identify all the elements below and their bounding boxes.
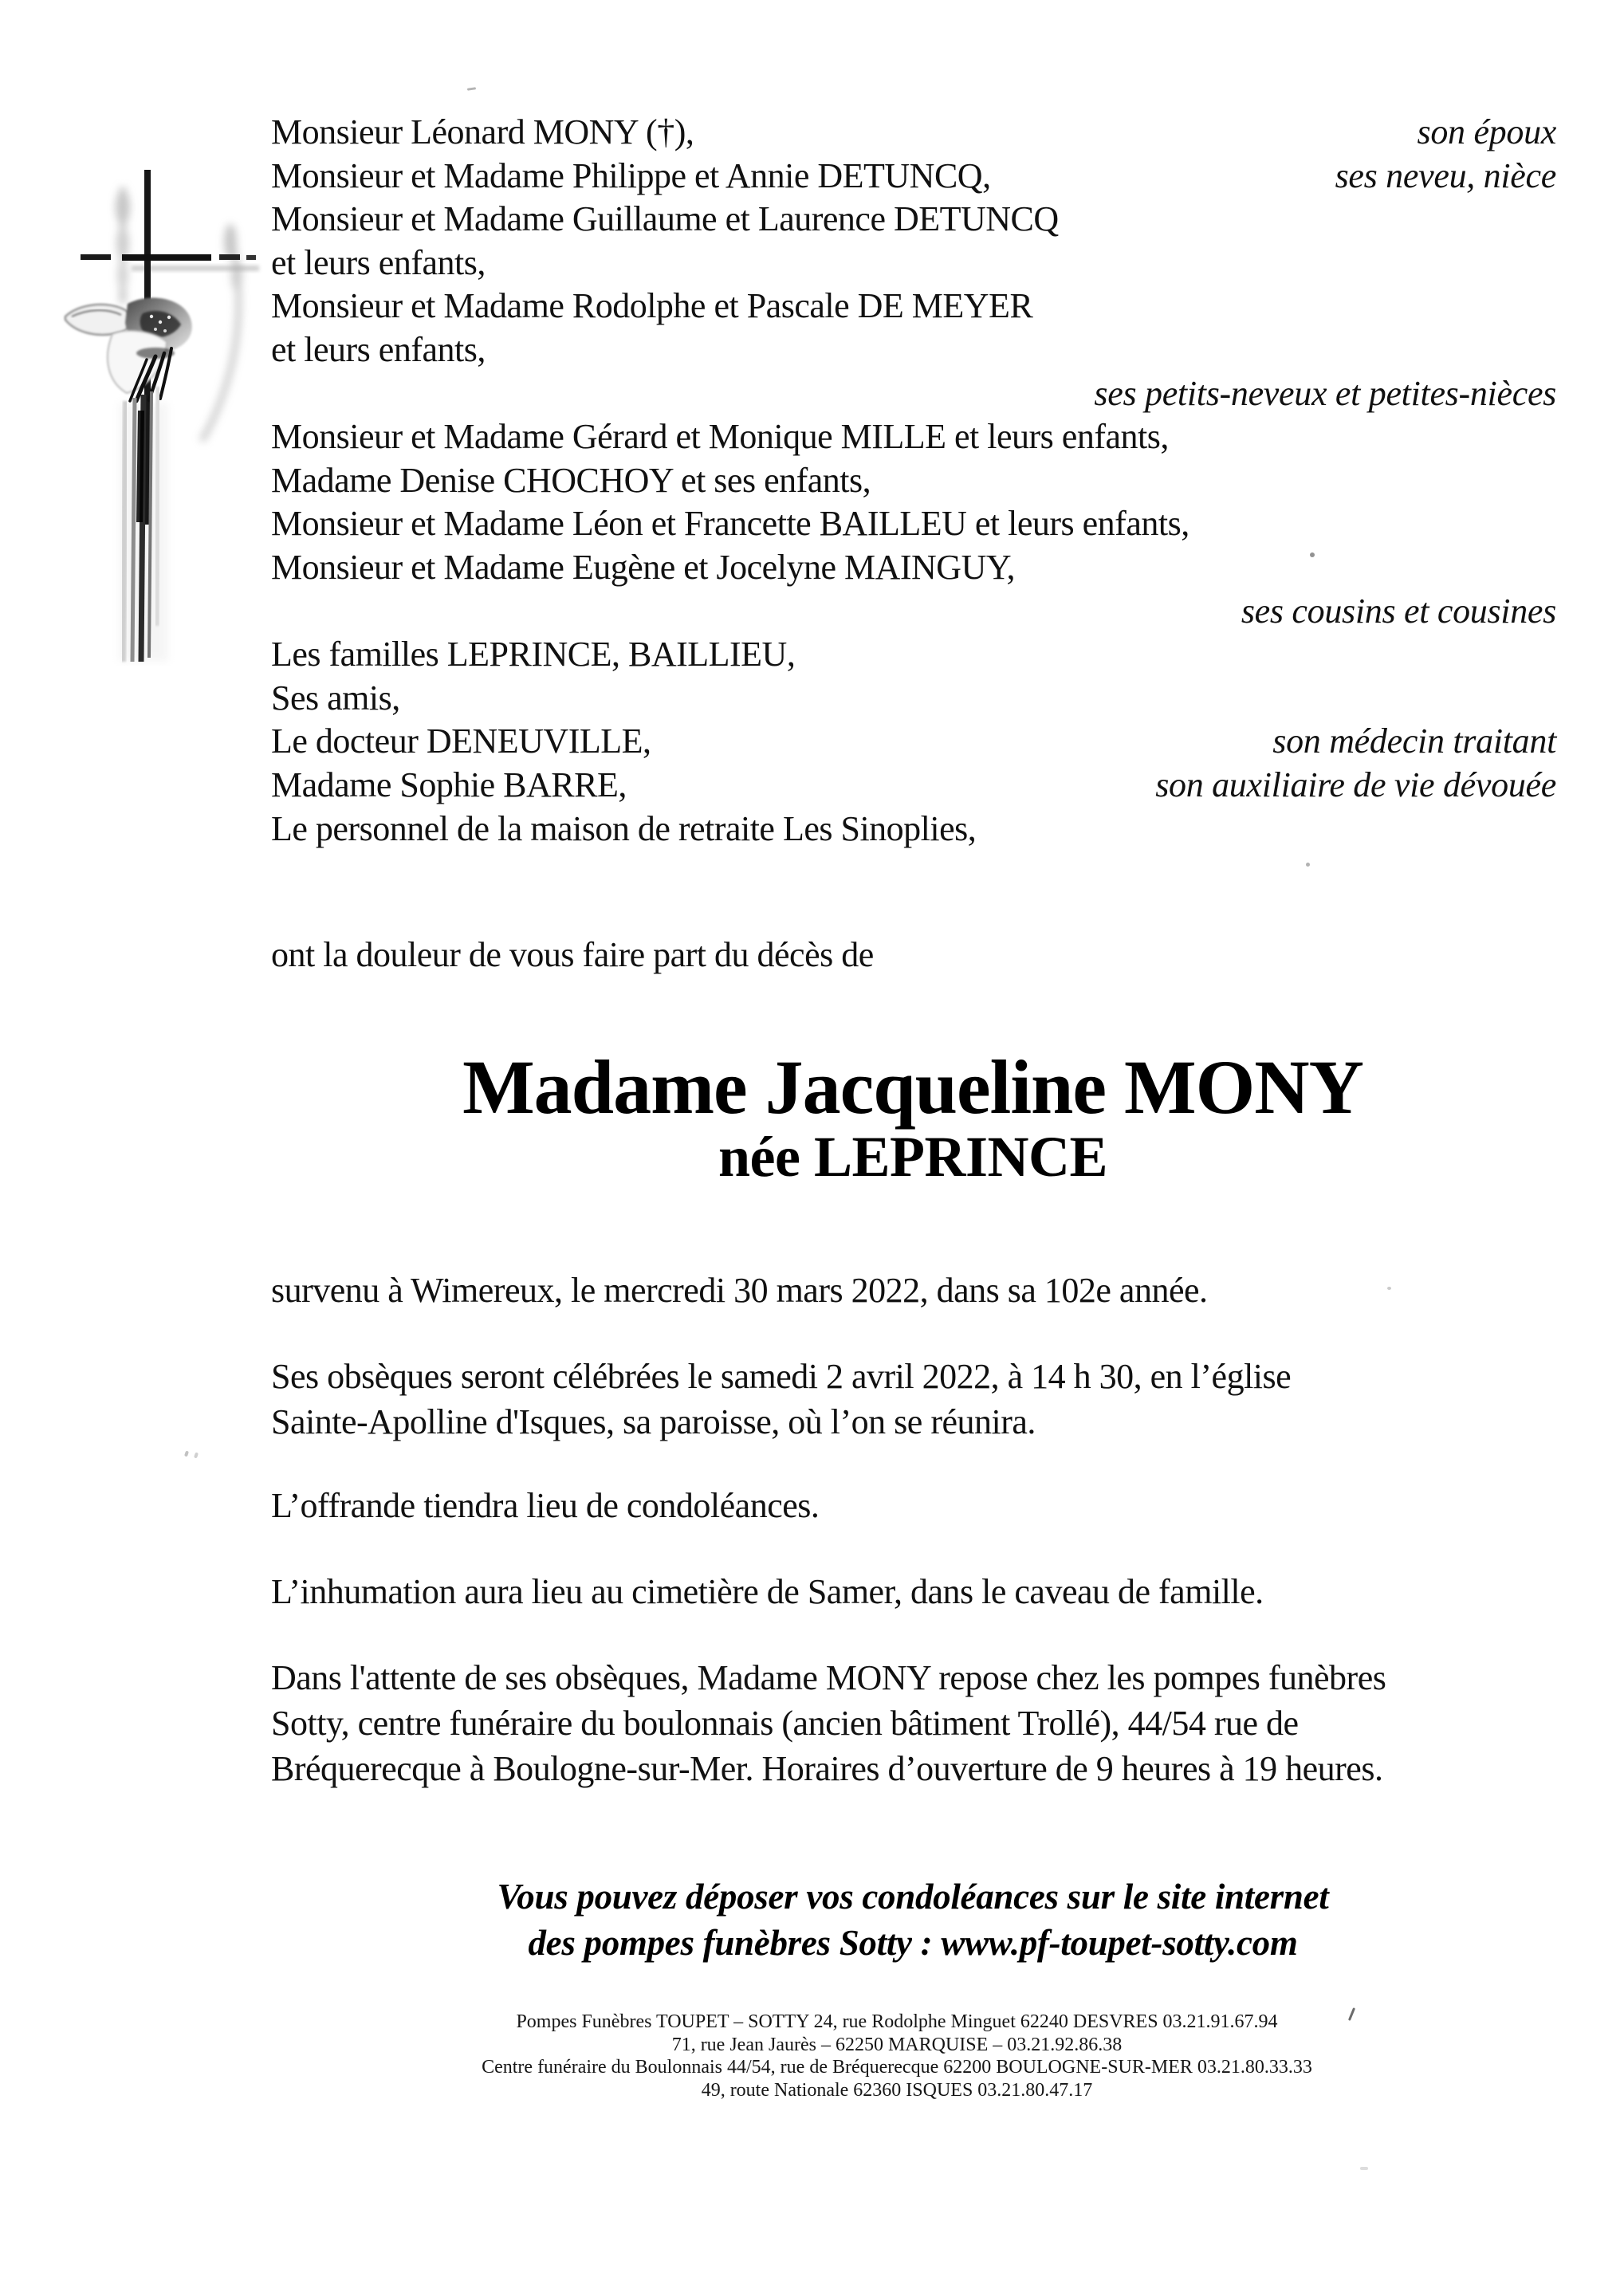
family-name: Monsieur et Madame Gérard et Monique MILLE et leurs enfants, bbox=[271, 417, 1169, 457]
relation-label: ses neveu, nièce bbox=[1335, 155, 1556, 195]
condolences-note-line: Vous pouvez déposer vos condoléances sur le site internet bbox=[497, 1877, 1329, 1917]
family-name: Madame Sophie BARRE, bbox=[271, 765, 627, 804]
funeral-home-addresses bbox=[96, 2011, 1624, 2101]
paragraph-line: Sotty, centre funéraire du boulonnais (ancien bâtiment Trollé), 44/54 rue de bbox=[271, 1704, 1299, 1743]
paragraph-death bbox=[271, 1268, 1208, 1313]
family-name: Madame Denise CHOCHOY et ses enfants, bbox=[271, 460, 871, 500]
relation-label: son auxiliaire de vie dévouée bbox=[1155, 765, 1556, 804]
intro-line: ont la douleur de vous faire part du décès de bbox=[271, 935, 874, 974]
relation-label: ses petits-neveux et petites-nièces bbox=[1094, 373, 1556, 413]
family-name: Monsieur et Madame Eugène et Jocelyne MAINGUY, bbox=[271, 547, 1015, 587]
relation-label: ses cousins et cousines bbox=[1241, 591, 1556, 631]
family-name: Les familles LEPRINCE, BAILLIEU, bbox=[271, 635, 796, 674]
family-line bbox=[271, 460, 1556, 504]
relation-label: son époux bbox=[1417, 112, 1556, 151]
family-line bbox=[271, 591, 1556, 635]
wheat-stalk-left bbox=[116, 187, 130, 303]
family-line bbox=[271, 285, 1556, 329]
family-line bbox=[271, 155, 1556, 199]
crucifix-lily-image bbox=[45, 147, 285, 666]
paragraph-line: L’inhumation aura lieu au cimetière de Samer, dans le caveau de famille. bbox=[271, 1572, 1264, 1611]
family-line bbox=[271, 503, 1556, 547]
scan-artifact bbox=[467, 87, 476, 91]
scan-artifact bbox=[194, 1453, 199, 1459]
family-line bbox=[271, 721, 1556, 765]
paragraph-line: Ses obsèques seront célébrées le samedi 2 avril 2022, à 14 h 30, en l’église bbox=[271, 1357, 1292, 1396]
paragraph-line: Dans l'attente de ses obsèques, Madame MONY repose chez les pompes funèbres bbox=[271, 1658, 1386, 1697]
paragraph-line: survenu à Wimereux, le mercredi 30 mars 2022, dans sa 102e année. bbox=[271, 1271, 1208, 1310]
family-line bbox=[271, 765, 1556, 808]
paragraph-line: Bréquerecque à Boulogne-sur-Mer. Horaires d’ouverture de 9 heures à 19 heures. bbox=[271, 1749, 1383, 1788]
scan-artifact bbox=[1310, 552, 1315, 557]
relation-label: son médecin traitant bbox=[1272, 721, 1556, 761]
footer-line: 71, rue Jean Jaurès – 62250 MARQUISE – 03.21.92.86.38 bbox=[671, 2034, 1123, 2055]
family-lines-block bbox=[271, 112, 1556, 851]
family-name: et leurs enfants, bbox=[271, 242, 486, 282]
deceased-name: Madame Jacqueline MONY bbox=[462, 1044, 1363, 1130]
maiden-name: née LEPRINCE bbox=[718, 1125, 1107, 1189]
family-line bbox=[271, 199, 1556, 242]
family-line bbox=[271, 416, 1556, 460]
footer-line: 49, route Nationale 62360 ISQUES 03.21.80.47.17 bbox=[701, 2079, 1093, 2101]
family-line bbox=[271, 242, 1556, 286]
family-name: Monsieur et Madame Léon et Francette BAILLEU et leurs enfants, bbox=[271, 504, 1189, 544]
family-name: Monsieur Léonard MONY (†), bbox=[271, 112, 694, 151]
paragraph-offering bbox=[271, 1483, 819, 1528]
paragraph-repose bbox=[271, 1655, 1386, 1791]
condolences-note bbox=[239, 1873, 1587, 1966]
scan-artifact bbox=[184, 1451, 189, 1457]
condolences-note-line: des pompes funèbres Sotty : www.pf-toupet-sotty.com bbox=[528, 1923, 1298, 1963]
family-name: Le personnel de la maison de retraite Les Sinoplies, bbox=[271, 808, 977, 848]
paragraph-burial bbox=[271, 1569, 1264, 1614]
family-line bbox=[271, 547, 1556, 591]
paragraph-line: Sainte-Apolline d'Isques, sa paroisse, où l’on se réunira. bbox=[271, 1402, 1036, 1441]
family-line bbox=[271, 373, 1556, 417]
family-line bbox=[271, 329, 1556, 373]
family-name: et leurs enfants, bbox=[271, 329, 486, 369]
family-name: Ses amis, bbox=[271, 678, 400, 718]
scan-artifact bbox=[1306, 863, 1310, 867]
scan-artifact bbox=[1387, 1287, 1391, 1290]
scan-artifact bbox=[1360, 2167, 1368, 2170]
paragraph-funeral bbox=[271, 1354, 1291, 1445]
family-line bbox=[271, 634, 1556, 678]
family-name: Monsieur et Madame Philippe et Annie DETUNCQ, bbox=[271, 155, 991, 195]
paragraph-line: L’offrande tiendra lieu de condoléances. bbox=[271, 1486, 820, 1525]
footer-line: Pompes Funèbres TOUPET – SOTTY 24, rue Rodolphe Minguet 62240 DESVRES 03.21.91.67.94 bbox=[516, 2011, 1278, 2032]
calla-lily-flower bbox=[65, 297, 192, 401]
footer-line: Centre funéraire du Boulonnais 44/54, rue de Bréquerecque 62200 BOULOGNE-SUR-MER 03.21.80.33.33 bbox=[482, 2057, 1312, 2078]
family-line bbox=[271, 112, 1556, 155]
family-line bbox=[271, 678, 1556, 721]
family-line bbox=[271, 808, 1556, 852]
family-name: Le docteur DENEUVILLE, bbox=[271, 721, 651, 761]
family-name: Monsieur et Madame Guillaume et Laurence DETUNCQ bbox=[271, 199, 1059, 239]
family-name: Monsieur et Madame Rodolphe et Pascale DE MEYER bbox=[271, 286, 1033, 326]
